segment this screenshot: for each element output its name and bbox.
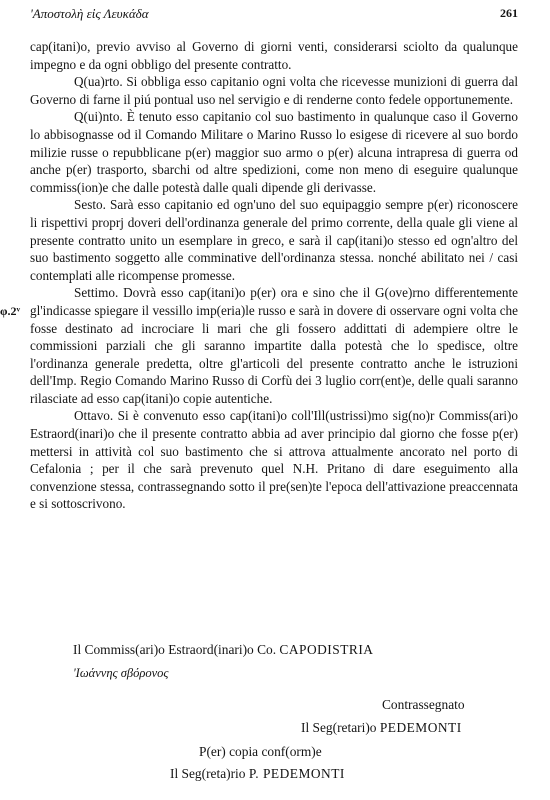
commissario-title: Il Commiss(ari)o Estraord(inari)o Co. [73, 642, 280, 657]
paragraph-quinto: Q(ui)nto. È tenuto esso capitanio col suo bastimento in qualunque caso il Governo lo abbisognasse od il Comando Militare o Marino Russo lo esigese di ricevere al suo bordo milizie russe o repubblicane p(er) maggior suo armo o p(er) alcuna intrapresa di guerra od anche p(er) trasporto, sbarchi od altre spedizioni, come non meno di eseguire qualunque commiss(ion)e che dalle potestà dalle quali dipende gli derivasse. [30, 109, 518, 195]
paragraph-sesto: Sesto. Sarà esso capitanio ed ogn'uno del suo equipaggio sempre p(er) riconoscere li rispettivi proprj doveri dell'ordinanza generale del primo corrente, della quale gli viene al presente contratto unito un esemplare in greco, e sarà il cap(itani)o stesso ed ogn'altro del suo bastimento soggetto alle comminative dell'ordinanza stessa. nonché abilitato nei / casi contemplati alle ricompense promesse. [30, 197, 518, 283]
paragraph-continuation: cap(itani)o, previo avviso al Governo di giorni venti, considerarsi sciolto da qualunque impegno e da ogni obbligo del presente contratto. [30, 39, 518, 72]
greek-signature: 'Ιωάννης σβόρονος [73, 666, 169, 680]
paragraph-ottavo: Ottavo. Si è convenuto esso cap(itani)o coll'Ill(ustrissi)mo sig(no)r Commiss(ari)o Estraord(inari)o che il presente contratto abbia ad aver principio dal giorno che fosse p(er) mettersi in attività col suo bastimento che si attrova attualmente ancorato nel porto di Cefalonia ; per il che sarà prevenuto quel N.H. Pritano di dare eseguimento alla convenzione stessa, contrassegnando sotto il pre(sen)te l'epoca dell'attivazione preaccennata e si sottoscrivono. [30, 408, 518, 512]
copia-conforme-label: P(er) copia conf(orm)e [199, 744, 322, 759]
commissario-name: CAPODISTRIA [279, 642, 374, 657]
contrassegnato-label: Contrassegnato [382, 697, 465, 712]
page-number: 261 [500, 6, 518, 20]
running-title: 'Αποστολὴ εἰς Λευκάδα [30, 6, 149, 21]
segretario-title: Il Seg(retari)o [301, 720, 380, 735]
paragraph-settimo: Settimo. Dovrà esso cap(itani)o p(er) ora e sino che il G(ove)rno differentemente gl'indicasse spiegare il vessillo imp(eria)le russo e sarà in dovere di osservare ogni volta che fosse destinato ad incrociare li mari che gli fossero addittati di adempiere oltre le commissioni parziali che gli saranno impartite dalla potestà che lo spedisce, oltre l'ordinanza generale predetta, oltre gl'articoli del presente contratto anche le istruzioni dell'Imp. Regio Comando Marino Russo di Corfù dei 3 luglio corr(ent)e, delle quali saranno rilasciate ad esso cap(itani)o copie autentiche. [30, 285, 518, 406]
document-body [30, 38, 518, 513]
segretario-signature [301, 720, 462, 736]
commissario-signature [73, 642, 373, 658]
copia-segretario-title: Il Seg(reta)rio [170, 766, 249, 781]
segretario-name: PEDEMONTI [379, 720, 462, 735]
running-header [30, 6, 518, 22]
copia-segretario-signature [170, 766, 345, 782]
copia-segretario-name: P. PEDEMONTI [248, 766, 345, 781]
paragraph-quarto: Q(ua)rto. Si obbliga esso capitanio ogni volta che ricevesse munizioni di guerra dal Governo di farne il piú pontual uso nel servigio e di renderne conto fedele opportunemente. [30, 74, 518, 107]
folio-margin-note: φ.2ᵛ [0, 304, 21, 318]
